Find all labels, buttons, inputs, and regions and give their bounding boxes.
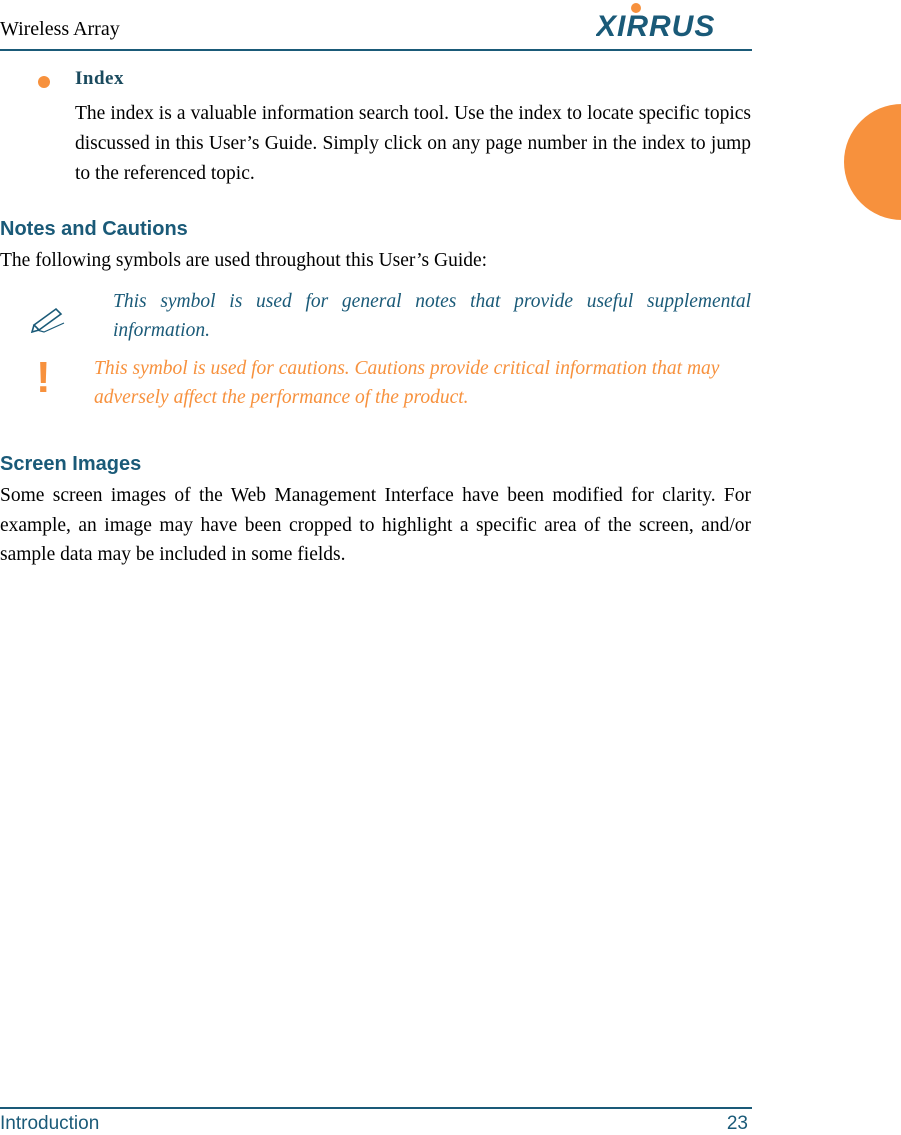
notes-intro-text: The following symbols are used throughout this User’s Guide: <box>0 250 488 271</box>
footer-divider <box>0 1107 752 1109</box>
note-text: This symbol is used for general notes that provide useful supplemental information. <box>113 291 751 341</box>
header-divider <box>0 49 752 51</box>
screen-images-text: Some screen images of the Web Management Interface have been modified for clarity. For example, an image may have been cropped to highlight a specific area of the screen, and/or sample data may be included in some fields. <box>0 485 751 565</box>
screen-images-heading: Screen Images <box>0 453 142 475</box>
page-number: 23 <box>726 1113 748 1134</box>
running-header-title: Wireless Array <box>0 18 120 40</box>
notes-cautions-heading: Notes and Cautions <box>0 218 188 240</box>
exclamation-icon: ! <box>36 353 51 402</box>
footer-section-name: Introduction <box>0 1113 100 1134</box>
chapter-tab-marker <box>844 104 901 220</box>
xirrus-logo <box>596 2 746 40</box>
pencil-note-icon <box>30 305 66 333</box>
index-heading: Index <box>75 68 124 89</box>
index-description: The index is a valuable information search tool. Use the index to locate specific topics discussed in this User’s Guide. Simply click on any page number in the index to jump to the referenced topic. <box>75 103 751 184</box>
bullet-icon <box>38 76 50 88</box>
caution-text: This symbol is used for cautions. Cautions provide critical information that may adversely affect the performance of the product. <box>94 358 720 408</box>
svg-text:XIRRUS: XIRRUS <box>596 10 716 40</box>
